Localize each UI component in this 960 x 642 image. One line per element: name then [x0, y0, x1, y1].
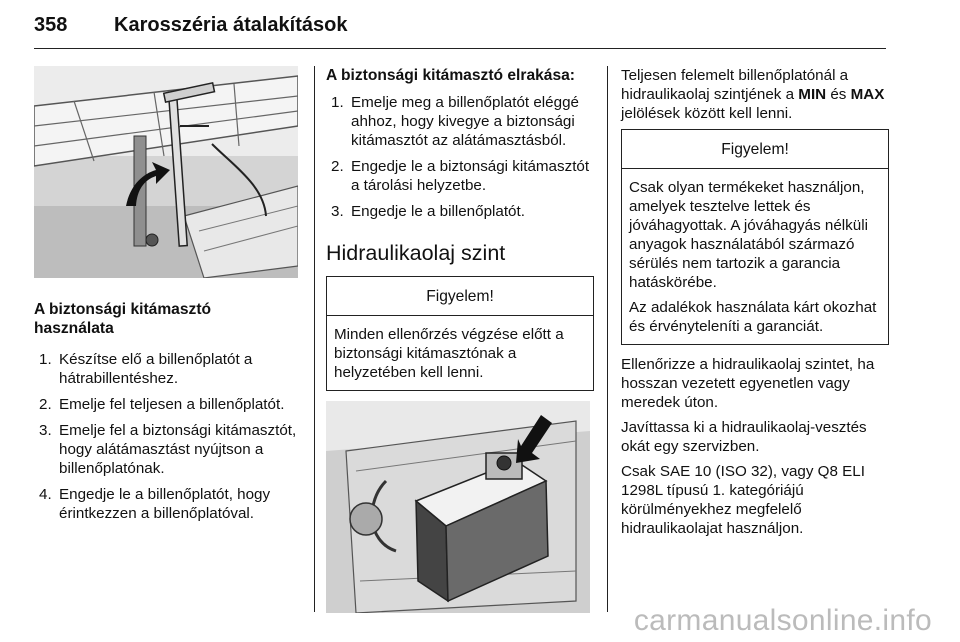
list-item: 1. Emelje meg a billenőplatót eléggé ahhoz, hogy kivegye a biztonsági kitámasztót az alátámasztásból.: [331, 94, 579, 149]
column-divider: [607, 66, 608, 612]
column-divider: [314, 66, 315, 612]
safety-prop-illustration: [34, 66, 298, 278]
page-number: 358: [34, 14, 68, 36]
section-title-hydraulic: Hidraulikaolaj szint: [326, 241, 506, 265]
warning-box: [326, 276, 594, 391]
list-item: 2. Emelje fel teljesen a billenőplatót.: [39, 396, 285, 413]
body-paragraph: Ellenőrizze a hidraulikaolaj szintet, ha hosszan vezetett egyenetlen vagy meredek úton.: [621, 356, 875, 411]
section-heading-usage: A biztonsági kitámasztó használata: [34, 301, 212, 337]
page-title: Karosszéria átalakítások: [114, 14, 348, 36]
body-paragraph: Csak SAE 10 (ISO 32), vagy Q8 ELI 1298L típusú 1. kategóriájú körülményekhez megfelelő hidraulikaolajat használjon.: [621, 463, 865, 537]
body-paragraph: Javíttassa ki a hidraulikaolaj-vesztés okát egy szervizben.: [621, 419, 867, 455]
watermark: carmanualsonline.info: [633, 604, 932, 637]
list-item: 4. Engedje le a billenőplatót, hogy érintkezzen a billenőplatóval.: [39, 486, 271, 522]
list-item: 1. Készítse elő a billenőplatót a hátrabillentéshez.: [39, 351, 253, 387]
list-item: 3. Engedje le a billenőplatót.: [331, 203, 525, 220]
list-item: 2. Engedje le a biztonsági kitámasztót a tárolási helyzetbe.: [331, 158, 590, 194]
left-column: [34, 66, 302, 530]
warning-title: Figyelem!: [622, 130, 888, 169]
middle-column: [326, 66, 594, 613]
list-item: 3. Emelje fel a biztonsági kitámasztót, hogy alátámasztást nyújtson a billenőplatónak.: [39, 422, 297, 477]
warning-text: Minden ellenőrzés végzése előtt a biztonsági kitámasztónak a helyzetében kell lenni.: [334, 326, 564, 381]
warning-box: [621, 129, 889, 345]
warning-title: Figyelem!: [327, 277, 593, 316]
warning-text: Az adalékok használata kárt okozhat és érvényteleníti a garanciát.: [629, 299, 877, 335]
warning-text: Csak olyan termékeket használjon, amelyek tesztelve lettek és jóváhagyottak. A jóváhagyás nélküli anyagok használatából származó sérülés nem tartozik a garancia hatáskörébe.: [629, 179, 868, 291]
hydraulic-tank-illustration: [326, 401, 590, 613]
usage-steps: [34, 350, 302, 523]
stowing-steps: [326, 93, 594, 221]
section-heading-stowing: A biztonsági kitámasztó elrakása:: [326, 67, 576, 84]
oil-level-intro: Teljesen felemelt billenőplatónál a hidraulikaolaj szintjének a MIN és MAX jelölések között kell lenni.: [621, 67, 885, 122]
page-header: [34, 6, 886, 49]
right-column: [621, 66, 889, 538]
